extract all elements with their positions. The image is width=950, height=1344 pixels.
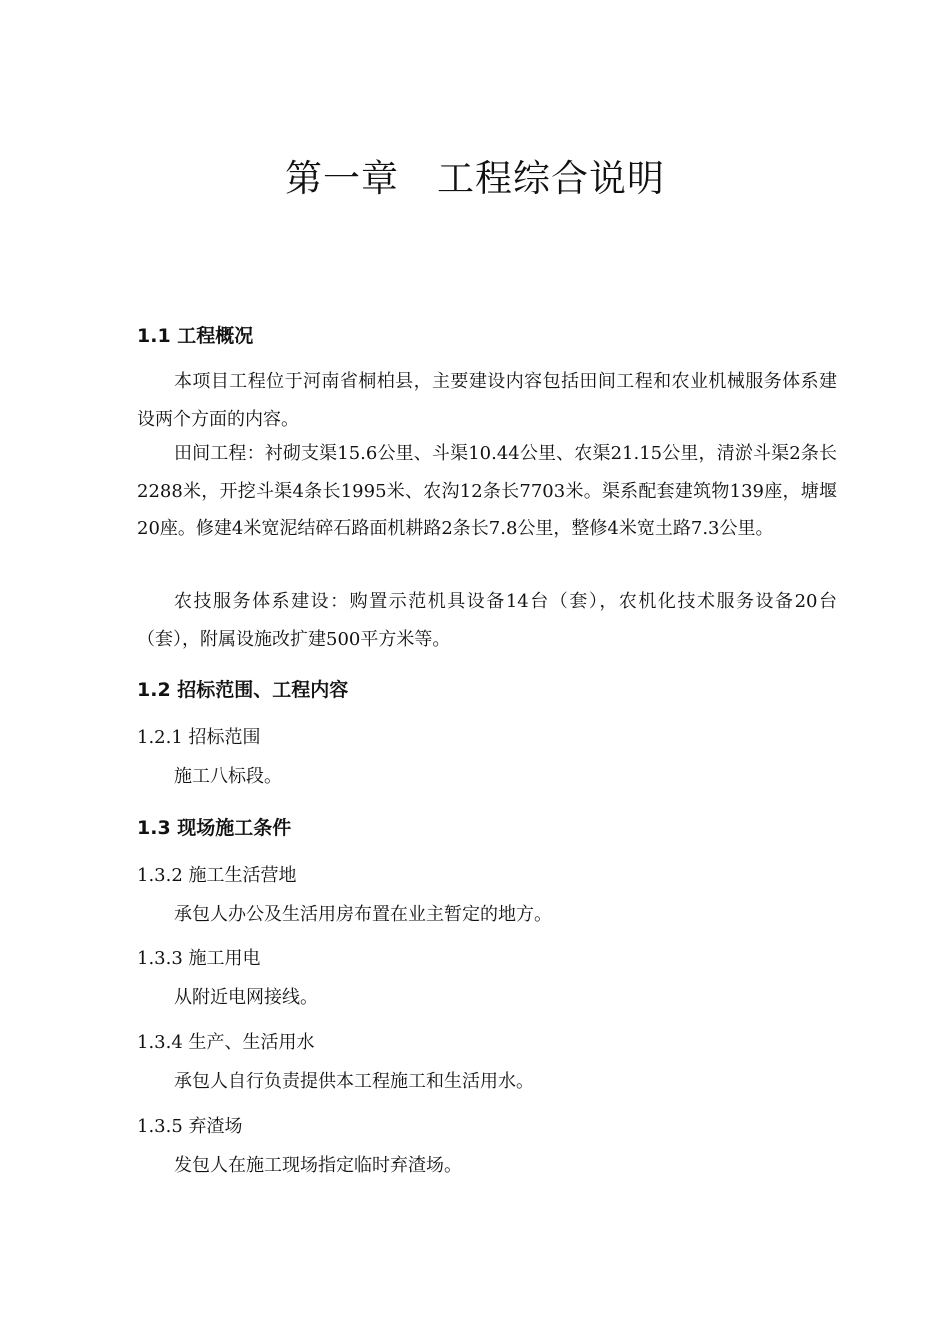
paragraph-bid-scope: 施工八标段。 [174, 766, 282, 787]
section-heading-1-3: 1.3 现场施工条件 [137, 817, 292, 839]
chapter-title: 第一章 工程综合说明 [285, 157, 665, 200]
subsection-heading-1-3-3: 1.3.3 施工用电 [137, 948, 261, 969]
subsection-heading-1-3-4: 1.3.4 生产、生活用水 [137, 1032, 315, 1053]
subsection-heading-1-3-2: 1.3.2 施工生活营地 [137, 865, 297, 886]
section-heading-1-2: 1.2 招标范围、工程内容 [137, 679, 349, 701]
paragraph-spoil-site: 发包人在施工现场指定临时弃渣场。 [174, 1155, 462, 1176]
paragraph-service-system: 农技服务体系建设：购置示范机具设备14台（套），农机化技术服务设备20台（套），附属设施改扩建500平方米等。 [137, 591, 837, 650]
paragraph-water: 承包人自行负责提供本工程施工和生活用水。 [174, 1071, 534, 1092]
paragraph-overview: 本项目工程位于河南省桐柏县，主要建设内容包括田间工程和农业机械服务体系建设两个方面的内容。 [137, 371, 837, 430]
section-heading-1-1: 1.1 工程概况 [137, 325, 254, 347]
subsection-heading-1-3-5: 1.3.5 弃渣场 [137, 1116, 243, 1137]
subsection-heading-1-2-1: 1.2.1 招标范围 [137, 727, 261, 748]
paragraph-field-works: 田间工程：衬砌支渠15.6公里、斗渠10.44公里、农渠21.15公里，清淤斗渠2条长2288米，开挖斗渠4条长1995米、农沟12条长7703米。渠系配套建筑物139座，塘堰20座。修建4米宽泥结碎石路面机耕路2条长7.8公里，整修4米宽土路7.3公里。 [137, 443, 837, 539]
paragraph-electricity: 从附近电网接线。 [174, 987, 318, 1008]
paragraph-camp: 承包人办公及生活用房布置在业主暂定的地方。 [174, 904, 552, 925]
